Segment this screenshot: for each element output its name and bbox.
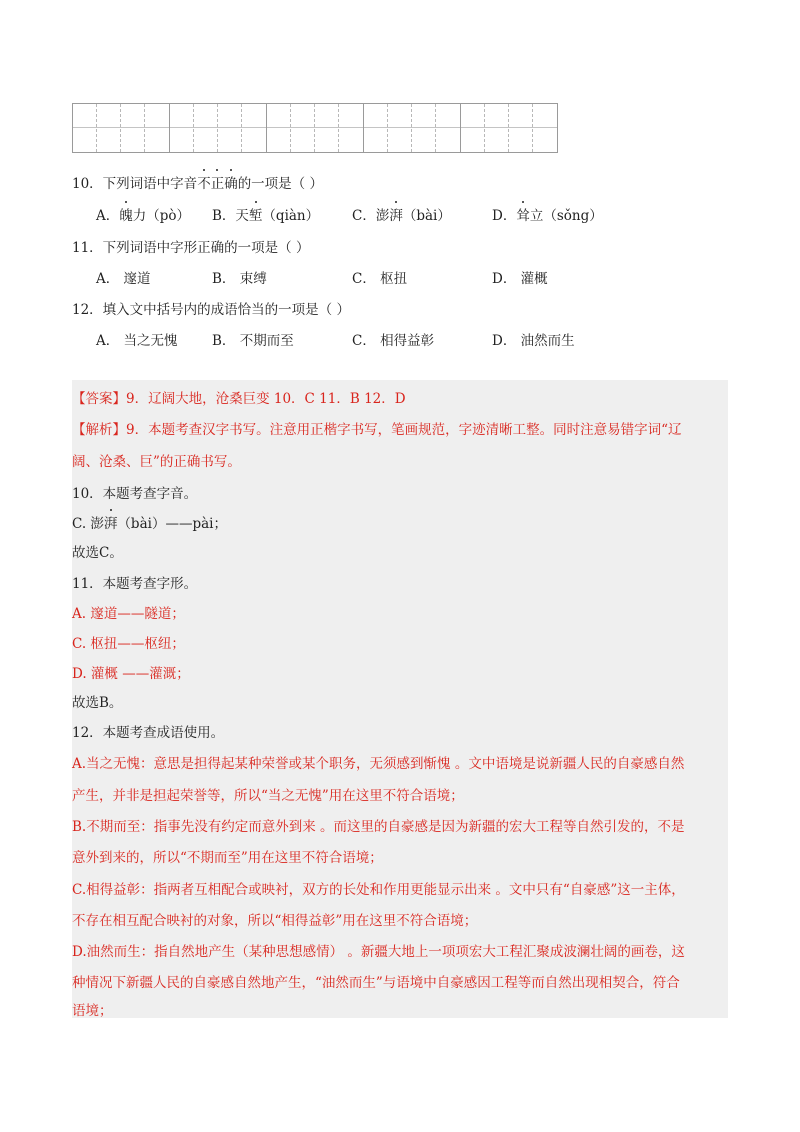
- grid-cell: [194, 104, 218, 152]
- grid-group: [72, 103, 170, 153]
- analysis-q12-line: 种情况下新疆人民的自豪感自然地产生，“油然而生”与语境中自豪感因工程等而自然出现相契合，符合: [72, 975, 680, 991]
- grid-cell: [412, 104, 436, 152]
- analysis-q12-line: D.油然而生：指自然地产生（某种思想感情） 。新疆大地上一项项宏大工程汇聚成波澜壮阔的画卷，这: [72, 944, 685, 960]
- q10-option-b: B．天堑（qiàn）: [212, 204, 319, 224]
- grid-cell: [485, 104, 509, 152]
- grid-cell: [242, 104, 266, 152]
- analysis-q12-line: 语境；: [72, 1003, 113, 1019]
- q11-option-c: C． 枢扭: [352, 271, 408, 287]
- grid-cell: [388, 104, 412, 152]
- q10-option-d: D．耸立（sǒng）: [492, 204, 603, 224]
- grid-cell: [170, 104, 194, 152]
- grid-cell: [218, 104, 242, 152]
- grid-group: [460, 103, 558, 153]
- analysis-q11-title: 11．本题考查字形。: [72, 576, 198, 592]
- analysis-q12-line: C.相得益彰：指两者互相配合或映衬，双方的长处和作用更能显示出来 。文中只有“自豪感”这一主体，: [72, 882, 685, 898]
- q10-option-c: C．澎湃（bài）: [352, 204, 451, 224]
- grid-cell: [145, 104, 169, 152]
- grid-cell: [267, 104, 291, 152]
- analysis-q10-c: C. 澎湃（bài）——pài；: [72, 512, 227, 532]
- grid-cell: [291, 104, 315, 152]
- grid-cell: [73, 104, 97, 152]
- grid-cell: [97, 104, 121, 152]
- analysis-q10-choose: 故选C。: [72, 545, 123, 561]
- grid-cell: [121, 104, 145, 152]
- grid-cell: [436, 104, 460, 152]
- grid-group: [266, 103, 364, 153]
- q11-option-d: D． 灌概: [492, 271, 548, 287]
- analysis-q12-line: 产生，并非是担起荣誉等，所以“当之无愧”用在这里不符合语境；: [72, 788, 464, 804]
- grid-group: [169, 103, 267, 153]
- q11-option-a: A． 邃道: [96, 271, 151, 287]
- grid-cell: [533, 104, 557, 152]
- analysis-q12-line: B.不期而至：指事先没有约定而意外到来 。而这里的自豪感是因为新疆的宏大工程等自然引发的，不是: [72, 819, 685, 835]
- q12-stem: 12．填入文中括号内的成语恰当的一项是（ ）: [72, 302, 350, 318]
- grid-cell: [461, 104, 485, 152]
- q12-option-b: B． 不期而至: [212, 333, 294, 349]
- grid-cell: [509, 104, 533, 152]
- q11-option-b: B． 束缚: [212, 271, 267, 287]
- grid-cell: [364, 104, 388, 152]
- q10-stem: 10．下列词语中字音不正确的一项是（ ）: [72, 172, 323, 192]
- grid-cell: [315, 104, 339, 152]
- grid-cell: [339, 104, 363, 152]
- q11-stem: 11．下列词语中字形正确的一项是（ ）: [72, 240, 310, 256]
- q10-option-a: A．魄力（pò）: [96, 204, 190, 224]
- analysis-q12-title: 12．本题考查成语使用。: [72, 725, 225, 741]
- q12-option-c: C． 相得益彰: [352, 333, 435, 349]
- analysis-q11-d: D. 灌概 ——灌溉；: [72, 666, 190, 682]
- analysis-q11-choose: 故选B。: [72, 695, 123, 711]
- analysis-q11-c: C. 枢扭——枢纽；: [72, 636, 185, 652]
- analysis-q12-line: A.当之无愧：意思是担得起某种荣誉或某个职务，无须感到惭愧 。文中语境是说新疆人民的自豪感自然: [72, 756, 685, 772]
- q12-option-d: D． 油然而生: [492, 333, 575, 349]
- analysis-line-1: 【解析】9．本题考查汉字书写。注意用正楷字书写，笔画规范，字迹清晰工整。同时注意易错字词“辽: [72, 422, 682, 438]
- answer-line: 【答案】9．辽阔大地，沧桑巨变 10．C 11．B 12．D: [72, 391, 406, 407]
- grid-group: [363, 103, 461, 153]
- analysis-q10-title: 10．本题考查字音。: [72, 486, 198, 502]
- analysis-q11-a: A. 邃道——隧道；: [72, 606, 185, 622]
- analysis-q12-line: 意外到来的，所以“不期而至”用在这里不符合语境；: [72, 850, 383, 866]
- q12-option-a: A． 当之无愧: [96, 333, 178, 349]
- analysis-line-2: 阔、沧桑、巨”的正确书写。: [72, 454, 241, 470]
- writing-grid: [72, 103, 558, 153]
- analysis-q12-line: 不存在相互配合映衬的对象，所以“相得益彰”用在这里不符合语境；: [72, 913, 478, 929]
